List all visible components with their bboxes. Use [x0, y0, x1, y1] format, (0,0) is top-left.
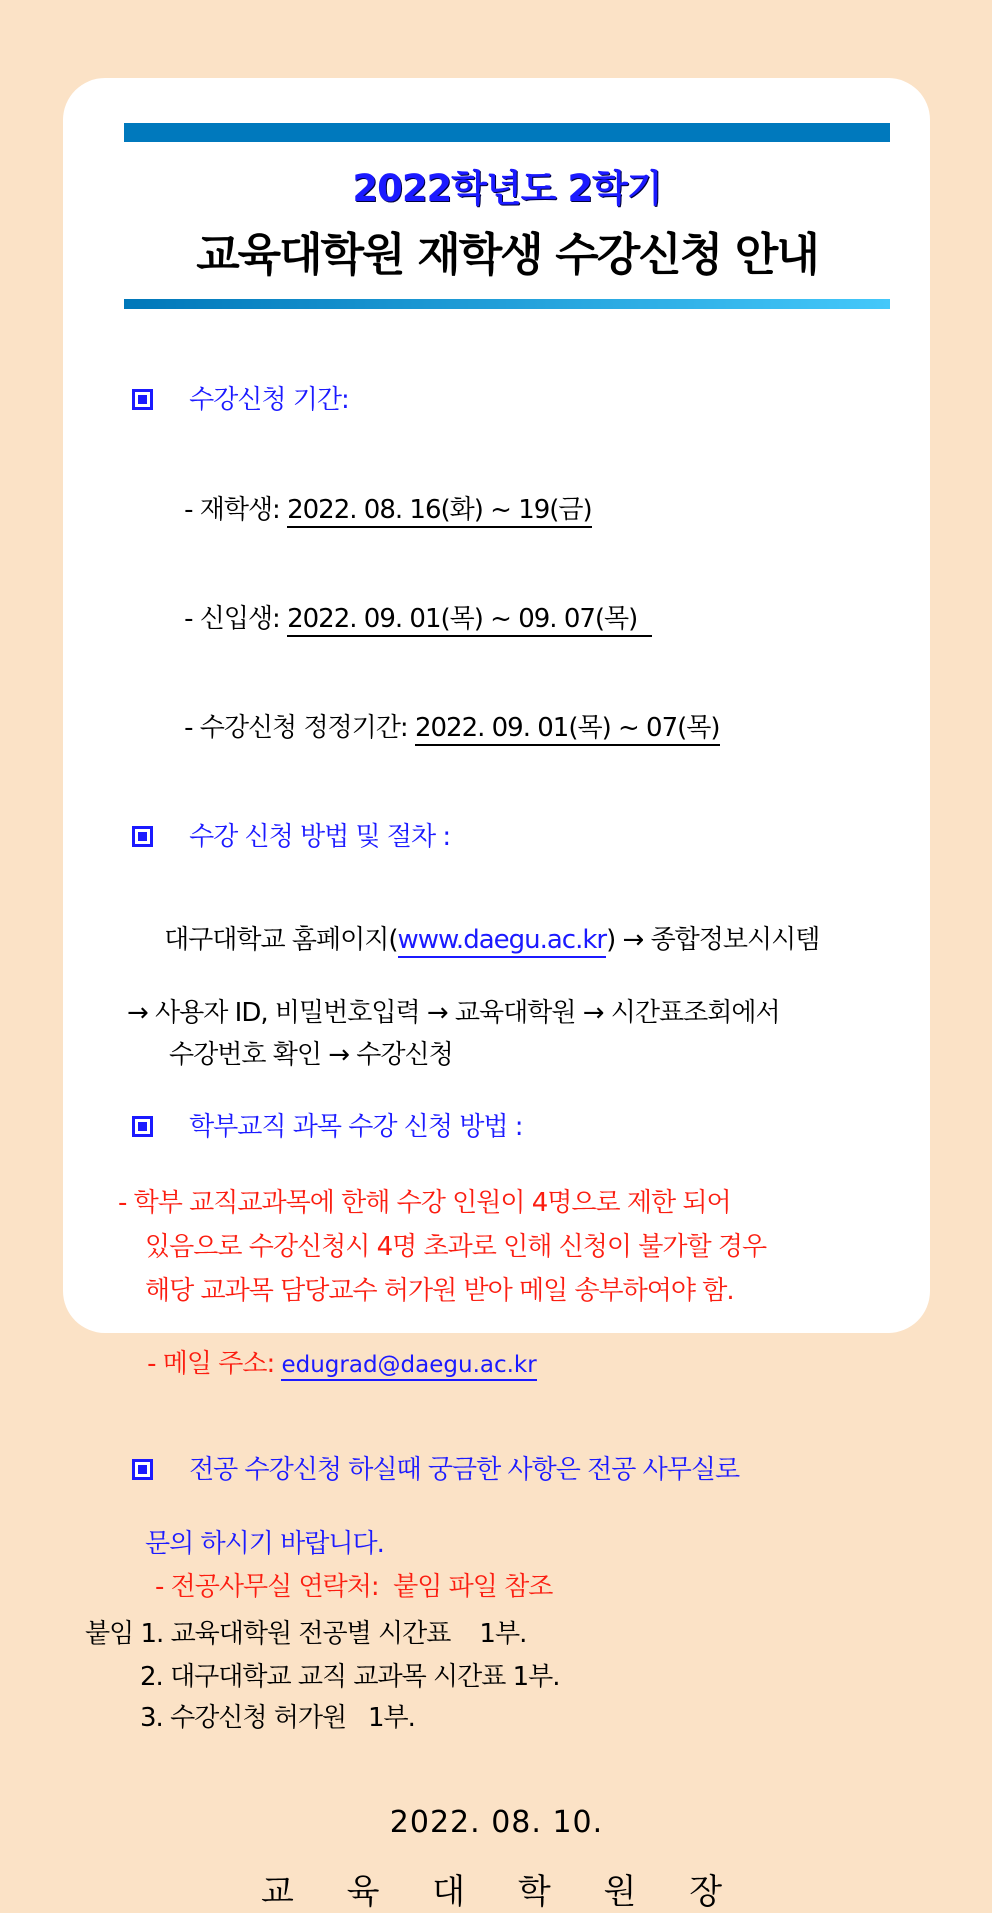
- square-bullet-icon: [132, 1459, 153, 1480]
- inquiry-contact-note: - 전공사무실 연락처: 붙임 파일 참조: [155, 1572, 553, 1602]
- period-item-current-students: [63, 465, 930, 555]
- period-item-dates: 2022. 09. 01(목) ~ 07(목): [415, 713, 720, 746]
- section-undergrad-heading-label: 학부교직 과목 수강 신청 방법 :: [189, 1112, 523, 1142]
- method-step-line2: → 사용자 ID, 비밀번호입력 → 교육대학원 → 시간표조회에서: [127, 998, 780, 1028]
- homepage-link[interactable]: www.daegu.ac.kr: [398, 925, 607, 958]
- undergrad-warning-line2: 있음으로 수강신청시 4명 초과로 인해 신청이 불가할 경우: [145, 1232, 767, 1262]
- method-line1-suffix: ) → 종합정보시시템: [606, 925, 820, 955]
- attachment-item-3: 3. 수강신청 허가원 1부.: [140, 1703, 415, 1733]
- document-subtitle: 2022학년도 2학기: [352, 167, 662, 210]
- method-line1-prefix: 대구대학교 홈페이지(: [164, 925, 398, 955]
- section-undergrad-heading: [63, 1082, 930, 1172]
- section-period-heading: [63, 355, 930, 445]
- section-inquiry-heading-line2: 문의 하시기 바랍니다.: [145, 1529, 384, 1559]
- method-step-line3: 수강번호 확인 → 수강신청: [169, 1040, 453, 1070]
- square-bullet-icon: [132, 826, 153, 847]
- document-header: [124, 123, 890, 309]
- issue-date: 2022. 08. 10.: [389, 1805, 604, 1840]
- document-title: 교육대학원 재학생 수강신청 안내: [196, 228, 818, 281]
- period-item-label: - 수강신청 정정기간:: [184, 713, 415, 743]
- undergrad-warning-line3: 해당 교과목 담당교수 허가원 받아 메일 송부하여야 함.: [145, 1276, 734, 1306]
- period-item-dates: 2022. 09. 01(목) ~ 09. 07(목): [287, 604, 652, 637]
- period-item-dates: 2022. 08. 16(화) ~ 19(금): [287, 495, 592, 528]
- period-item-label: - 재학생:: [184, 495, 288, 525]
- method-step-line1: [63, 895, 930, 985]
- attachment-item-1: 붙임 1. 교육대학원 전공별 시간표 1부.: [85, 1619, 527, 1649]
- header-gradient-bar: [124, 299, 890, 309]
- header-top-bar: [124, 123, 890, 142]
- period-item-label: - 신입생:: [184, 604, 288, 634]
- section-inquiry-heading-line1: 전공 수강신청 하실때 궁금한 사항은 전공 사무실로: [189, 1455, 740, 1485]
- email-link[interactable]: edugrad@daegu.ac.kr: [281, 1352, 536, 1381]
- period-item-correction: [63, 683, 930, 773]
- attachment-item-2: 2. 대구대학교 교직 교과목 시간표 1부.: [140, 1662, 560, 1692]
- section-inquiry-heading: [63, 1425, 930, 1515]
- square-bullet-icon: [132, 389, 153, 410]
- undergrad-email-line: [63, 1319, 930, 1410]
- section-method-heading-label: 수강 신청 방법 및 절차 :: [189, 822, 451, 852]
- undergrad-warning-line1: - 학부 교직교과목에 한해 수강 인원이 4명으로 제한 되어: [118, 1188, 731, 1218]
- notice-card: [63, 78, 930, 1912]
- email-label: - 메일 주소:: [147, 1349, 282, 1379]
- section-method-heading: [63, 792, 930, 882]
- signature-dean: 교 육 대 학 원 장: [260, 1872, 733, 1912]
- square-bullet-icon: [132, 1116, 153, 1137]
- section-period-heading-label: 수강신청 기간:: [189, 385, 349, 415]
- period-item-new-students: [63, 574, 930, 664]
